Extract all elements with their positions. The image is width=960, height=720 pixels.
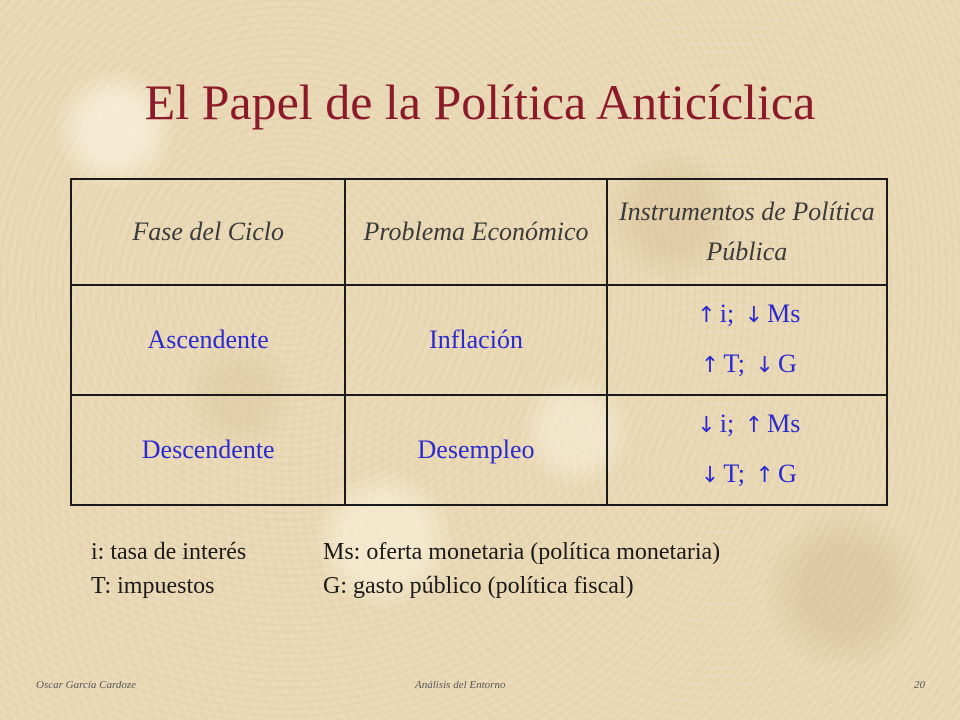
policy-table [70, 178, 888, 506]
instrument-line [608, 450, 886, 500]
table-row [71, 285, 887, 395]
instrument-symbol: G [777, 459, 797, 488]
cell-instrumentos [607, 285, 887, 395]
arrow-up-icon: ↑ [697, 303, 716, 328]
legend-item-taxes: T: impuestos [91, 573, 215, 599]
table-header-row [71, 179, 887, 285]
instrument-symbol: T; [723, 349, 746, 378]
footer-course: Análisis del Entorno [415, 679, 506, 691]
cell-fase: Descendente [71, 395, 345, 505]
arrow-down-icon: ↓ [744, 303, 764, 328]
arrow-up-icon: ↑ [700, 353, 720, 378]
footer-author: Oscar García Cardoze [36, 679, 137, 691]
header-problema: Problema Económico [345, 179, 606, 285]
instrument-symbol: Ms [767, 409, 801, 438]
slide-title: El Papel de la Política Anticíclica [144, 74, 816, 130]
cell-problema: Desempleo [345, 395, 606, 505]
arrow-up-icon: ↑ [755, 463, 774, 488]
arrow-down-icon: ↓ [700, 463, 720, 488]
legend-row [91, 535, 720, 569]
header-instrumentos: Instrumentos de Política Pública [607, 179, 887, 285]
cell-problema: Inflación [345, 285, 606, 395]
instrument-symbol: G [777, 349, 797, 378]
cell-instrumentos [607, 395, 887, 505]
legend-item-spending: G: gasto público (política fiscal) [323, 573, 634, 599]
instrument-symbol: i; [719, 409, 735, 438]
legend-row [91, 569, 720, 603]
instrument-symbol: Ms [767, 299, 801, 328]
header-fase: Fase del Ciclo [71, 179, 345, 285]
footer-page-number: 20 [914, 679, 925, 691]
instrument-line [608, 290, 886, 340]
instrument-symbol: i; [719, 299, 735, 328]
arrow-down-icon: ↓ [697, 413, 716, 438]
instrument-symbol: T; [723, 459, 746, 488]
legend-item-money-supply: Ms: oferta monetaria (política monetaria) [323, 539, 721, 565]
cell-fase: Ascendente [71, 285, 345, 395]
arrow-down-icon: ↓ [755, 353, 774, 378]
legend [91, 535, 720, 603]
arrow-up-icon: ↑ [744, 413, 764, 438]
instrument-line [608, 340, 886, 390]
legend-item-interest: i: tasa de interés [91, 539, 247, 565]
instrument-line [608, 400, 886, 450]
table-row [71, 395, 887, 505]
